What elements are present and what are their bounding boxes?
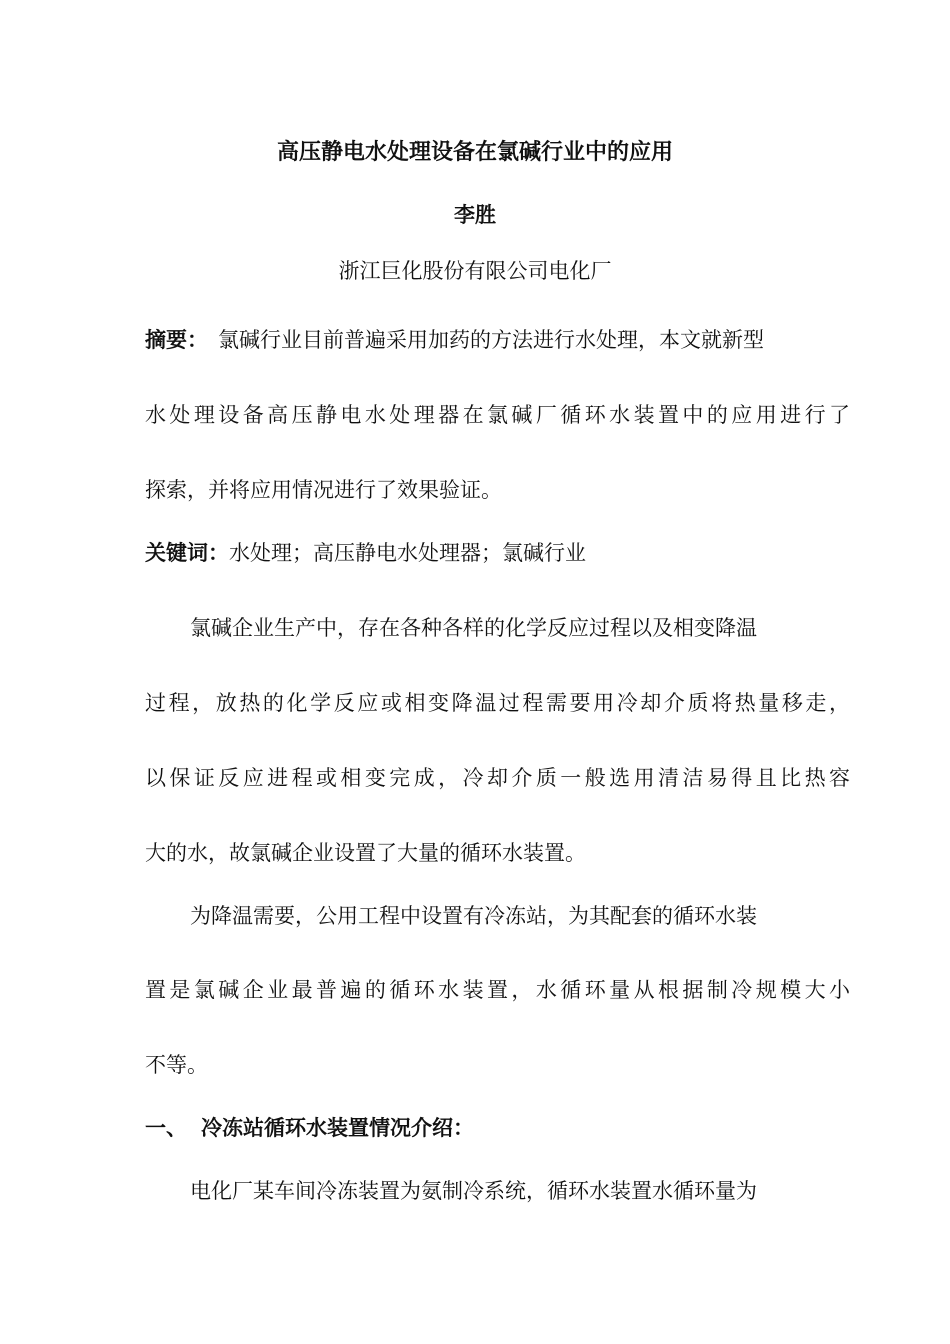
section1-heading [145, 1115, 850, 1141]
paragraph1-line-2: 过程，放热的化学反应或相变降温过程需要用冷却介质将热量移走， [145, 691, 850, 715]
author-affiliation: 浙江巨化股份有限公司电化厂 [338, 259, 612, 283]
keywords-label: 关键词： [145, 541, 229, 565]
abstract-label: 摘要： [145, 328, 208, 352]
keywords-text: 水处理；高压静电水处理器；氯碱行业 [229, 541, 586, 565]
author-name: 李胜 [454, 203, 496, 227]
section1-number: 一、 [145, 1116, 187, 1140]
document-title: 高压静电水处理设备在氯碱行业中的应用 [276, 140, 673, 165]
paragraph2-line-2: 置是氯碱企业最普遍的循环水装置，水循环量从根据制冷规模大小 [145, 978, 850, 1002]
abstract-text-1: 氯碱行业目前普遍采用加药的方法进行水处理，本文就新型 [218, 328, 764, 352]
section1-title: 冷冻站循环水装置情况介绍： [201, 1116, 474, 1140]
abstract-line-1 [145, 327, 850, 353]
paragraph1-line-4: 大的水，故氯碱企业设置了大量的循环水装置。 [145, 841, 586, 865]
paragraph3-line-1: 电化厂某车间冷冻装置为氨制冷系统，循环水装置水循环量为 [190, 1179, 757, 1203]
keywords-line [145, 540, 850, 566]
abstract-line-2: 水处理设备高压静电水处理器在氯碱厂循环水装置中的应用进行了 [145, 403, 850, 427]
paragraph1-line-3: 以保证反应进程或相变完成，冷却介质一般选用清洁易得且比热容 [145, 766, 850, 790]
paragraph1-line-1: 氯碱企业生产中，存在各种各样的化学反应过程以及相变降温 [190, 616, 757, 640]
paragraph2-line-3: 不等。 [145, 1053, 208, 1077]
paragraph2-line-1: 为降温需要，公用工程中设置有冷冻站，为其配套的循环水装 [190, 904, 757, 928]
abstract-line-3: 探索，并将应用情况进行了效果验证。 [145, 478, 502, 502]
